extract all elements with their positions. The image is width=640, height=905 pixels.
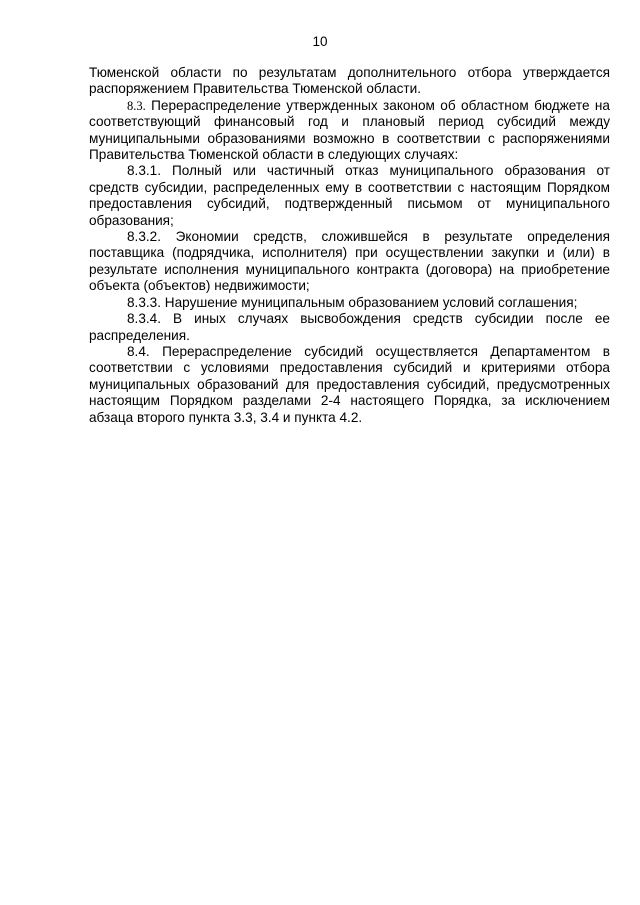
page-number: 10 bbox=[312, 34, 328, 49]
clause-number: 8.3. bbox=[127, 98, 146, 113]
paragraph-8-3-1: 8.3.1. Полный или частичный отказ муниципального образования от средств субсидии, распределенных ему в соответствии с настоящим Порядком предоставления субсидий, подтвержденный письмом от муниципального образования; bbox=[89, 163, 610, 228]
paragraph-8-3-2: 8.3.2. Экономии средств, сложившейся в результате определения поставщика (подрядчика, исполнителя) при осуществлении закупки и (или) в результате исполнения муниципального контракта (договора) на приобретение объекта (объектов) недвижимости; bbox=[89, 229, 610, 294]
paragraph-8-3 bbox=[89, 98, 610, 164]
document-body bbox=[89, 65, 610, 426]
paragraph-continuation: Тюменской области по результатам дополнительного отбора утверждается распоряжением Правительства Тюменской области. bbox=[89, 65, 610, 97]
paragraph-8-3-4: 8.3.4. В иных случаях высвобождения средств субсидии после ее распределения. bbox=[89, 311, 610, 343]
clause-text: Перераспределение утвержденных законом об областном бюджете на соответствующий финансовый год и плановый период субсидий между муниципальными образованиями возможно в соответствии с распоряжениями Правительства Тюменской области в следующих случаях: bbox=[89, 97, 610, 163]
paragraph-8-3-3: 8.3.3. Нарушение муниципальным образованием условий соглашения; bbox=[127, 294, 578, 310]
paragraph-8-4: 8.4. Перераспределение субсидий осуществляется Департаментом в соответствии с условиями предоставления субсидий и критериями отбора муниципальных образований для предоставления субсидий, предусмотренных настоящим Порядком разделами 2-4 настоящего Порядка, за исключением абзаца второго пункта 3.3, 3.4 и пункта 4.2. bbox=[89, 343, 610, 425]
